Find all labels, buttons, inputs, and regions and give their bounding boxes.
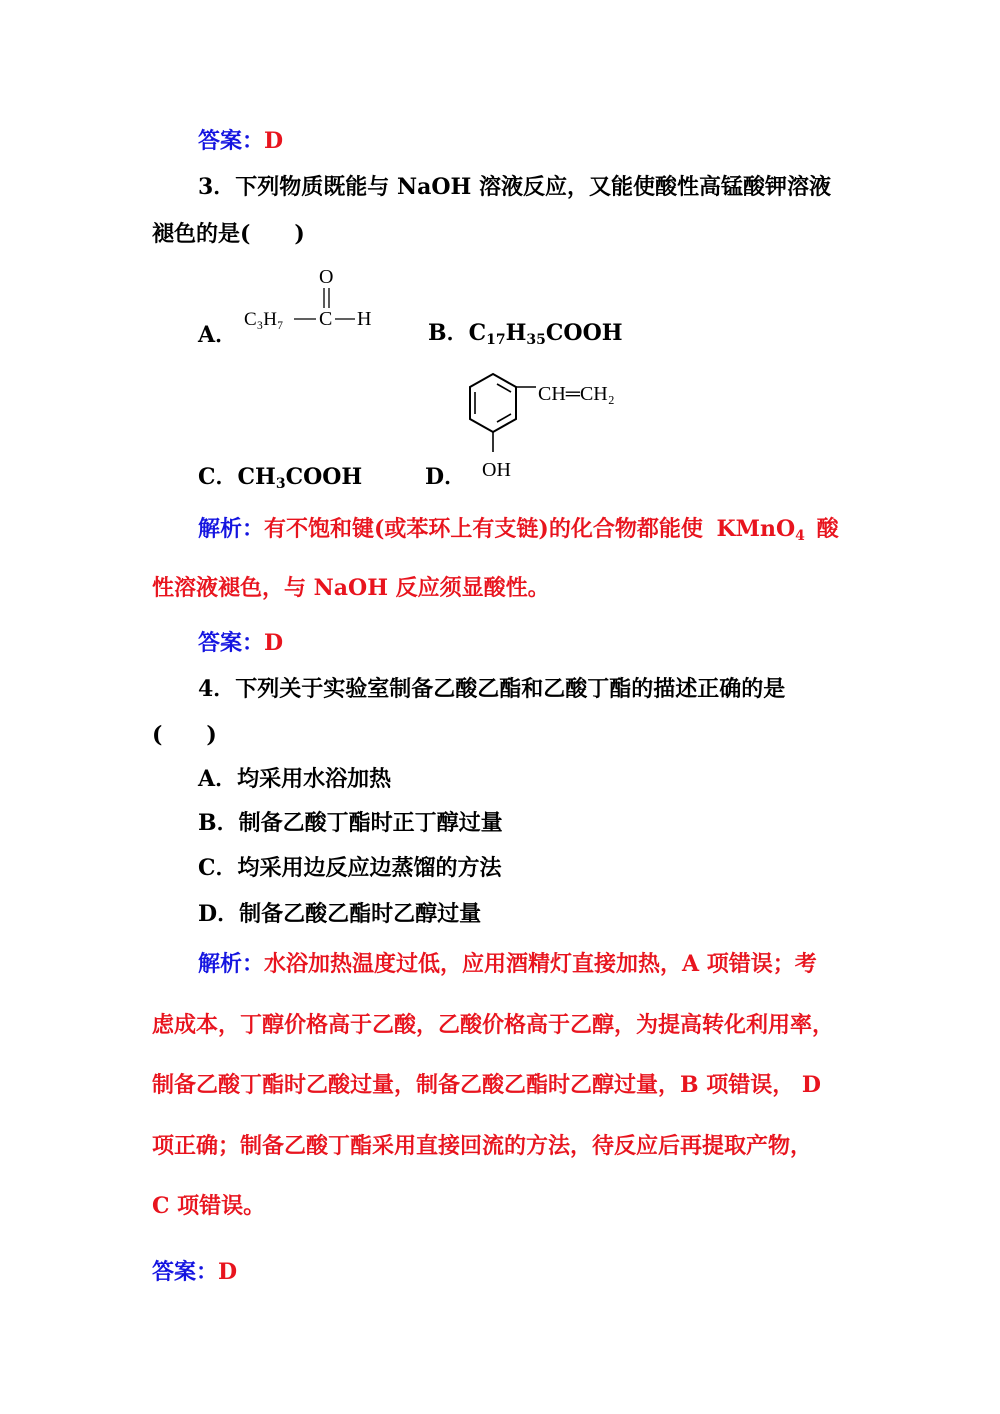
struct-a-oxygen: O xyxy=(319,266,334,288)
q4-analysis-line2: 虑成本，丁醇价格高于乙酸，乙酸价格高于乙醇，为提高转化利用率， xyxy=(152,1012,835,1038)
struct-a-hydrogen: H xyxy=(357,308,372,330)
q4-analysis-line3: 制备乙酸丁酯时乙酸过量，制备乙酸乙酯时乙醇过量，B 项错误， D xyxy=(152,1072,821,1098)
answer-label: 答案： xyxy=(152,1259,219,1285)
q3-stem-line2: 褪色的是( ) xyxy=(152,221,305,247)
answer-line-2 xyxy=(198,626,283,657)
answer-value: D xyxy=(264,128,284,154)
q3-option-d-label: D． xyxy=(425,464,467,490)
answer-value: D xyxy=(264,630,284,656)
q3-stem-line1: 3．下列物质既能与 NaOH 溶液反应，又能使酸性高锰酸钾溶液 xyxy=(198,174,831,200)
q3-option-d-structure xyxy=(460,366,650,484)
q3-option-c-label: C． xyxy=(198,464,238,490)
benzene-ring xyxy=(470,374,516,432)
q4-analysis-line1: 解析：水浴加热温度过低，应用酒精灯直接加热，A 项错误；考 xyxy=(198,951,817,977)
answer-line-1 xyxy=(198,124,283,155)
benzene-inner-bond-1 xyxy=(497,384,511,392)
q4-stem-line1: 4．下列关于实验室制备乙酸乙酯和乙酸丁酯的描述正确的是 xyxy=(198,676,786,702)
struct-a-carbon: C xyxy=(319,308,333,330)
answer-value: D xyxy=(218,1259,238,1285)
answer-line-3 xyxy=(152,1255,237,1286)
analysis-label: 解析： xyxy=(198,951,265,977)
q3-option-a-structure xyxy=(236,262,386,342)
q3-analysis-line1: 解析：有不饱和键(或苯环上有支链)的化合物都能使 KMnO$_4$ 酸 xyxy=(198,516,839,544)
q3-option-a-label: A． xyxy=(198,322,238,348)
q4-option-a: A．均采用水浴加热 xyxy=(198,766,392,792)
analysis-label: 解析： xyxy=(198,516,265,542)
q3-analysis-line2: 性溶液褪色，与 NaOH 反应须显酸性。 xyxy=(152,575,550,601)
q4-option-c: C．均采用边反应边蒸馏的方法 xyxy=(198,855,502,881)
struct-a-group: C₃H₇ xyxy=(244,309,284,330)
struct-d-vinyl: CH═CH₂ xyxy=(538,383,615,405)
q4-analysis-line5: C 项错误。 xyxy=(152,1193,266,1219)
answer-label: 答案： xyxy=(198,128,265,154)
q4-analysis-line4: 项正确；制备乙酸丁酯采用直接回流的方法，待反应后再提取产物， xyxy=(152,1133,813,1159)
benzene-inner-bond-2 xyxy=(497,414,511,422)
q4-option-b: B．制备乙酸丁酯时正丁醇过量 xyxy=(198,810,503,836)
struct-d-hydroxyl: OH xyxy=(482,459,511,481)
q3-option-b: B．$C_{17}H_{35}COOH$ xyxy=(428,320,623,348)
answer-label: 答案： xyxy=(198,630,265,656)
q4-stem-line2: ( ) xyxy=(152,722,217,748)
q4-option-d: D．制备乙酸乙酯时乙醇过量 xyxy=(198,901,482,927)
q3-option-c: C．$CH_3COOH$ xyxy=(198,464,363,492)
q3-option-b-label: B． xyxy=(428,320,469,346)
